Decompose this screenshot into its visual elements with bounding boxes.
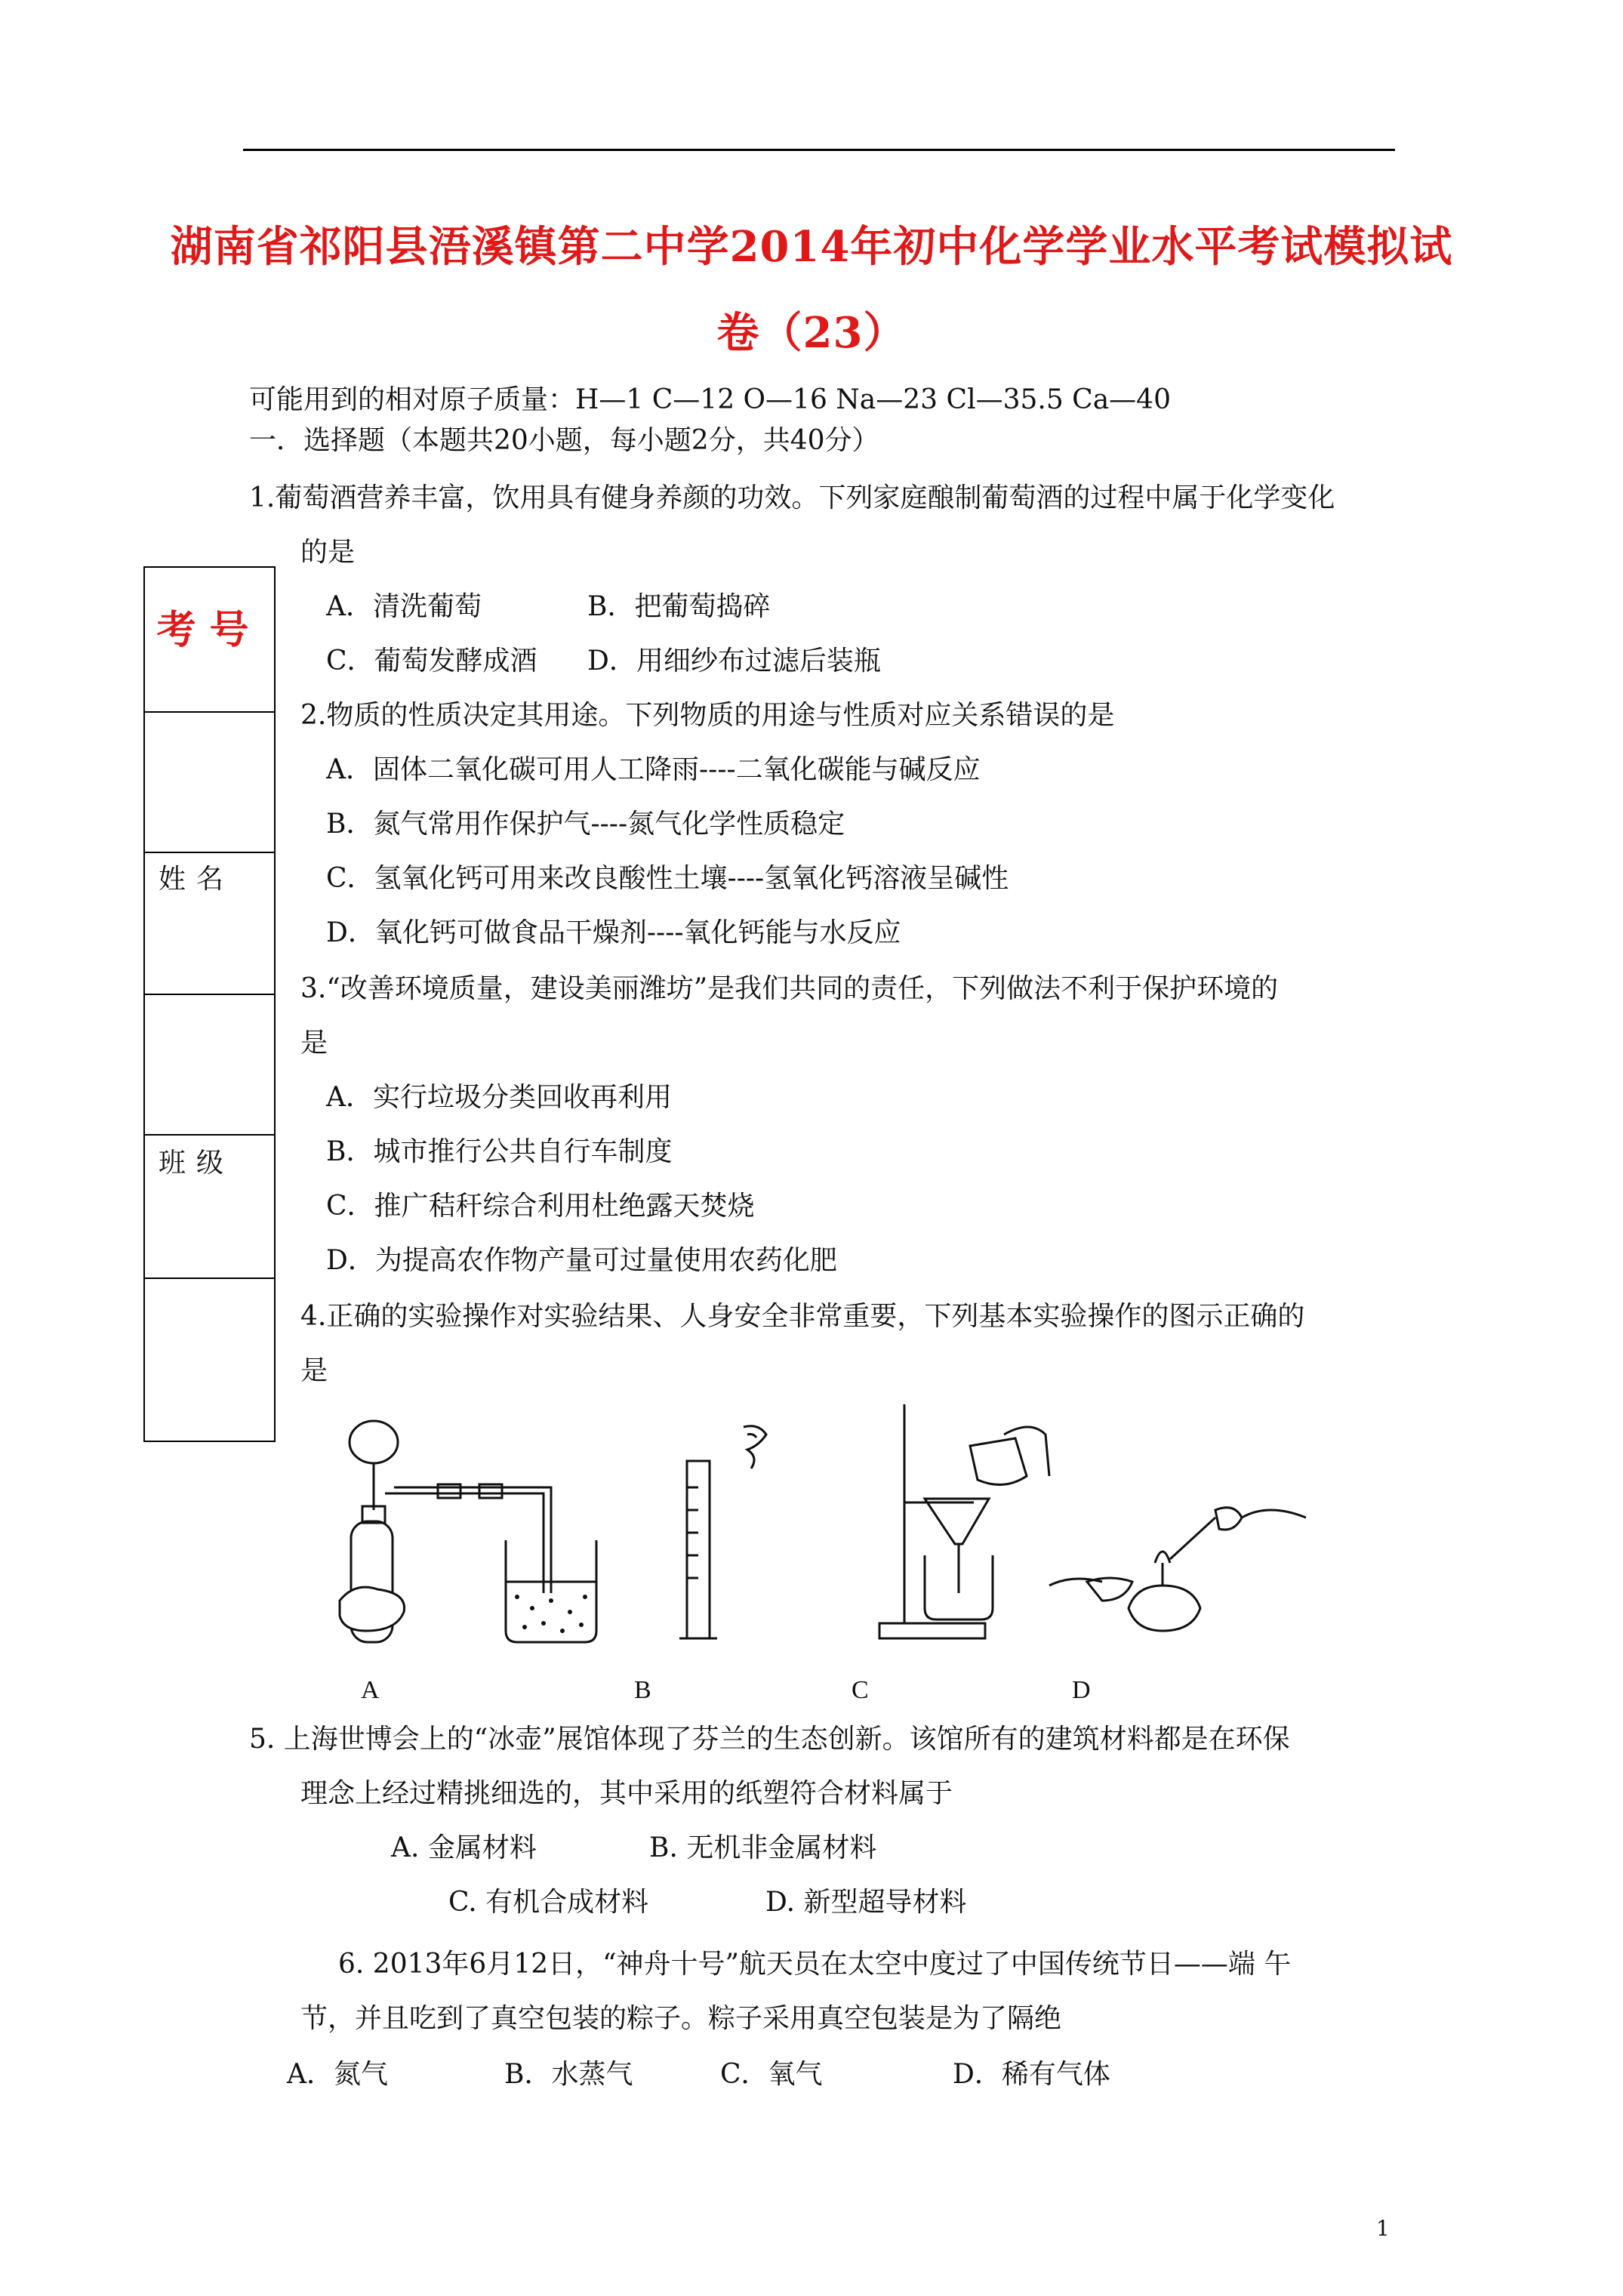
q6-stem: 6. 2013年6月12日，“神舟十号”航天员在太空中度过了中国传统节日——端 午	[338, 1949, 1292, 1980]
box-divider	[145, 994, 274, 995]
q3-option-a: A．实行垃圾分类回收再利用	[326, 1082, 672, 1113]
q5-stem: 5. 上海世博会上的“冰壶”展馆体现了芬兰的生态创新。该馆所有的建筑材料都是在环保	[249, 1724, 1290, 1755]
q5-option-b: B. 无机非金属材料	[649, 1832, 877, 1863]
q6-option-d: D．稀有气体	[953, 2059, 1110, 2090]
q1-stem-cont: 的是	[300, 537, 356, 568]
exam-title-line2: 卷（23）	[716, 308, 907, 358]
class-label: 班级	[159, 1148, 235, 1179]
figure-d-alcohol-lamp	[1049, 1508, 1306, 1631]
box-divider	[145, 711, 274, 713]
figure-label-c: C	[852, 1676, 869, 1704]
q2-option-a: A．固体二氧化碳可用人工降雨----二氧化碳能与碱反应	[326, 754, 981, 785]
student-info-box	[143, 566, 276, 1442]
q4-stem-cont: 是	[300, 1355, 328, 1386]
exam-number-label: 考号	[156, 607, 263, 653]
page-number: 1	[1376, 2216, 1390, 2241]
q3-option-b: B．城市推行公共自行车制度	[326, 1136, 673, 1167]
q5-option-d: D. 新型超导材料	[765, 1887, 967, 1918]
exam-title-line1: 湖南省祁阳县浯溪镇第二中学2014年初中化学学业水平考试模拟试	[170, 222, 1453, 272]
figure-a-airtightness-check	[340, 1421, 596, 1642]
q3-option-d: D．为提高农作物产量可过量使用农药化肥	[326, 1245, 837, 1276]
atomic-masses: 可能用到的相对原子质量：H—1 C—12 O—16 Na—23 Cl—35.5 Ca—40	[249, 384, 1171, 415]
figure-label-d: D	[1072, 1676, 1091, 1704]
figure-label-b: B	[634, 1676, 651, 1704]
q1-option-a: A．清洗葡萄	[326, 591, 482, 622]
box-divider	[145, 1134, 274, 1136]
figure-c-filtration	[879, 1404, 1049, 1638]
box-divider	[145, 852, 274, 853]
q2-option-d: D．氧化钙可做食品干燥剂----氧化钙能与水反应	[326, 917, 901, 948]
q6-stem-cont: 节，并且吃到了真空包装的粽子。粽子采用真空包装是为了隔绝	[300, 2003, 1062, 2034]
figure-label-a: A	[361, 1676, 380, 1704]
q2-option-b: B．氮气常用作保护气----氮气化学性质稳定	[326, 809, 845, 840]
q1-option-d: D．用细纱布过滤后装瓶	[587, 646, 881, 676]
q2-stem: 2.物质的性质决定其用途。下列物质的用途与性质对应关系错误的是	[300, 700, 1115, 731]
q1-option-c: C．葡萄发酵成酒	[326, 646, 537, 676]
figure-a-liquid-dots	[515, 1595, 587, 1633]
q5-option-c: C. 有机合成材料	[448, 1887, 649, 1918]
q5-option-a: A. 金属材料	[391, 1832, 537, 1863]
q5-stem-cont: 理念上经过精挑细选的，其中采用的纸塑符合材料属于	[300, 1778, 953, 1809]
q3-option-c: C．推广秸秆综合利用杜绝露天焚烧	[326, 1191, 755, 1222]
q4-stem: 4.正确的实验操作对实验结果、人身安全非常重要，下列基本实验操作的图示正确的	[300, 1301, 1305, 1332]
section-heading: 一．选择题（本题共20小题，每小题2分，共40分）	[249, 425, 879, 456]
q3-stem: 3.“改善环境质量，建设美丽潍坊”是我们共同的责任，下列做法不利于保护环境的	[300, 973, 1279, 1004]
q1-option-b: B．把葡萄捣碎	[587, 591, 771, 622]
name-label: 姓名	[159, 864, 235, 895]
figure-b-measuring-cylinder	[679, 1426, 766, 1638]
q2-option-c: C．氢氧化钙可用来改良酸性土壤----氢氧化钙溶液呈碱性	[326, 863, 1009, 894]
q3-stem-cont: 是	[300, 1028, 328, 1059]
q1-stem: 1.葡萄酒营养丰富，饮用具有健身养颜的功效。下列家庭酿制葡萄酒的过程中属于化学变化	[249, 482, 1335, 513]
box-divider	[145, 1277, 274, 1279]
q4-figures	[325, 1404, 1321, 1653]
header-rule	[243, 149, 1395, 151]
q6-option-c: C．氧气	[720, 2059, 823, 2090]
q6-option-a: A．氮气	[287, 2059, 388, 2090]
q6-option-b: B．水蒸气	[504, 2059, 633, 2090]
